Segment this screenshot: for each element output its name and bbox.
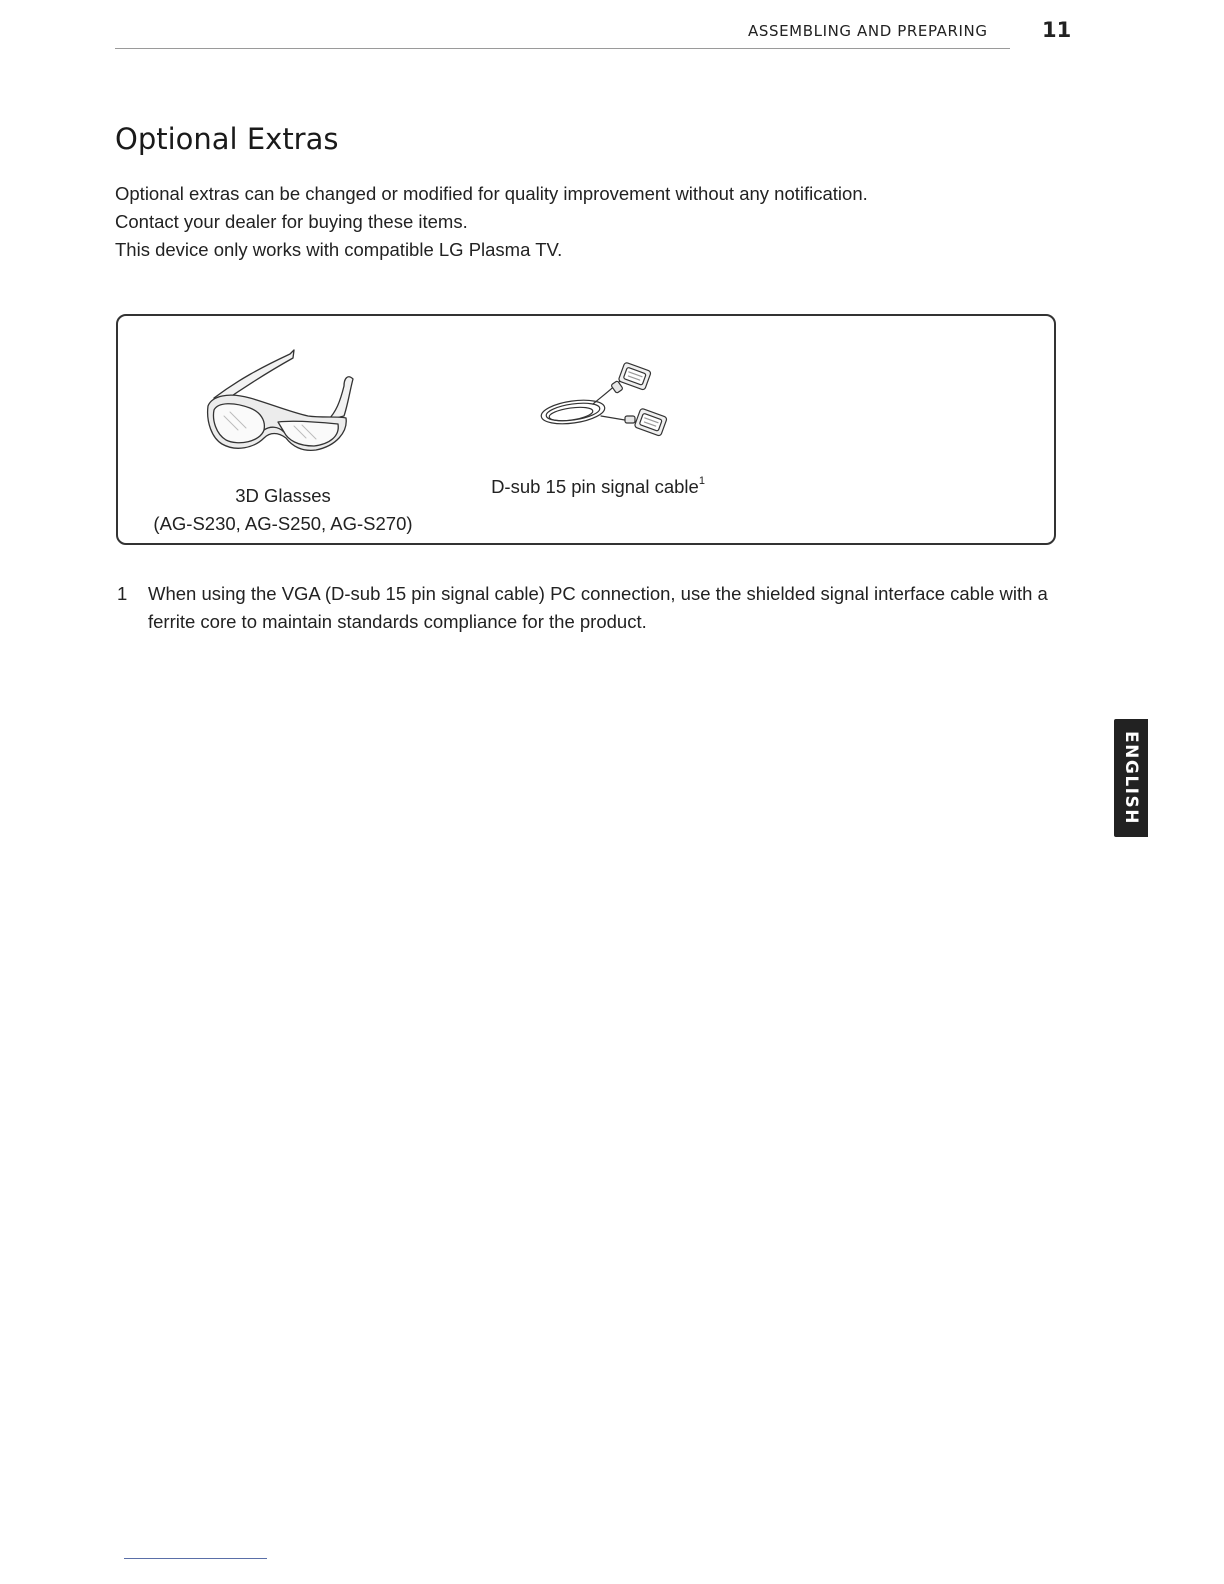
extra-item-3d-glasses [138,346,428,538]
optional-extras-box [116,314,1056,545]
3d-glasses-icon [198,346,368,458]
dsub-cable-icon [513,354,683,446]
footnote-text: When using the VGA (D-sub 15 pin signal cable) PC connection, use the shielded signal interface cable with a ferrite core to maintain standards compliance for the product. [148,583,1048,632]
extra-item-dsub-cable [468,354,728,501]
intro-line: This device only works with compatible LG Plasma TV. [115,239,563,260]
item-label: D-sub 15 pin signal cable [491,476,699,497]
page-number: 11 [1042,18,1072,42]
item-label: 3D Glasses [235,485,331,506]
footnote-number: 1 [117,583,128,604]
footer-divider [124,1558,267,1559]
intro-line: Contact your dealer for buying these items. [115,211,468,232]
running-header-title: ASSEMBLING AND PREPARING [748,22,988,40]
header-divider [115,48,1010,49]
section-title: Optional Extras [115,122,339,156]
intro-line: Optional extras can be changed or modified for quality improvement without any notification. [115,183,868,204]
footnote-reference[interactable]: 1 [698,474,705,487]
intro-paragraph [115,180,1015,264]
language-tab-label: ENGLISH [1121,731,1141,825]
footnote [115,580,1075,636]
language-tab[interactable] [1114,719,1148,837]
item-model-numbers: (AG-S230, AG-S250, AG-S270) [153,513,413,534]
